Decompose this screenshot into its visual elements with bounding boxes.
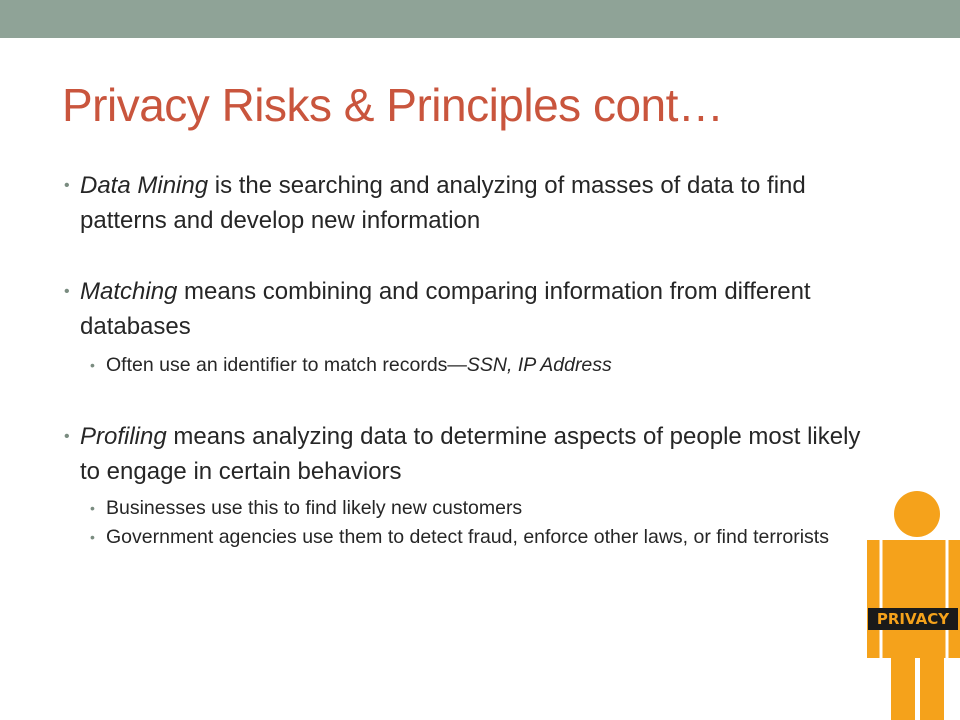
bullet-list	[62, 168, 862, 551]
person-left-leg	[891, 658, 915, 720]
bullet-dot: •	[64, 428, 70, 445]
sub-bullet-dot: •	[90, 529, 95, 545]
term-matching: Matching	[80, 278, 178, 305]
sub-bullet-dot: •	[90, 357, 95, 373]
term-data-mining: Data Mining	[80, 172, 209, 199]
bullet-text: is the searching and analyzing of masses of data to find patterns and develop new information	[80, 172, 806, 234]
privacy-person-icon	[864, 490, 960, 720]
sub-bullet-text: Often use an identifier to match records—	[106, 354, 467, 376]
bullet-text: means analyzing data to determine aspects of people most likely to engage in certain behaviors	[80, 423, 861, 485]
person-right-leg	[920, 658, 944, 720]
sub-bullet-businesses	[62, 495, 862, 522]
top-accent-bar	[0, 0, 960, 38]
sub-bullet-emphasis: SSN, IP Address	[466, 354, 612, 376]
sub-bullet-text: Businesses use this to find likely new customers	[106, 497, 523, 519]
person-head	[894, 491, 940, 537]
slide-title: Privacy Risks & Principles cont…	[62, 79, 724, 131]
sub-bullet-identifier	[62, 352, 862, 379]
bullet-dot: •	[64, 177, 70, 194]
bullet-profiling	[62, 419, 862, 489]
term-profiling: Profiling	[80, 423, 167, 450]
sub-bullet-government	[62, 524, 862, 551]
privacy-badge-text: PRIVACY	[876, 610, 950, 628]
bullet-matching	[62, 274, 862, 344]
sub-bullet-text: Government agencies use them to detect fraud, enforce other laws, or find terrorists	[106, 526, 829, 548]
bullet-text: means combining and comparing information from different databases	[80, 278, 811, 340]
sub-bullet-dot: •	[90, 500, 95, 516]
bullet-data-mining	[62, 168, 862, 238]
bullet-dot: •	[64, 283, 70, 300]
